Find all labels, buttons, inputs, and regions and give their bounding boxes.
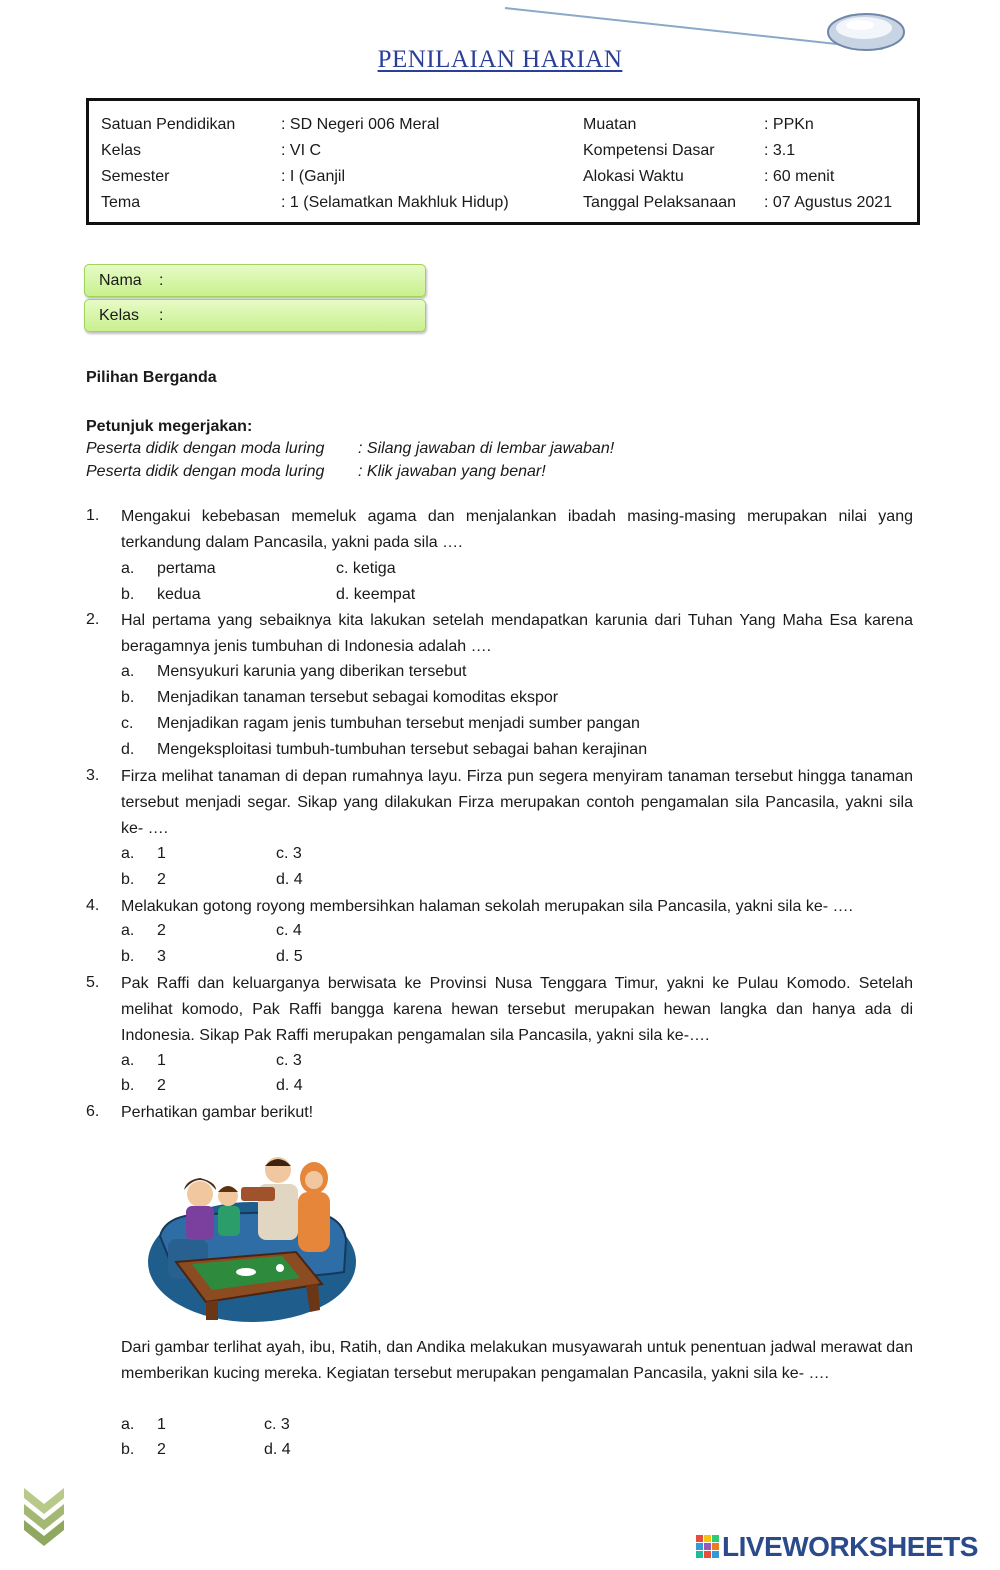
option-letter: c. xyxy=(121,715,134,732)
instruction-line xyxy=(86,440,615,458)
info-label: Satuan Pendidikan xyxy=(101,116,236,133)
option-a[interactable]: pertama xyxy=(157,560,216,577)
option-b[interactable]: Menjadikan tanaman tersebut sebagai komoditas ekspor xyxy=(157,689,559,706)
family-discussion-illustration xyxy=(146,1144,358,1324)
info-label: Tema xyxy=(101,194,141,211)
option-b[interactable]: 2 xyxy=(157,1077,166,1094)
option-letter: a. xyxy=(121,1416,135,1433)
option-a[interactable]: 1 xyxy=(157,1416,166,1433)
info-label: Kelas xyxy=(101,142,142,159)
question-text: Pak Raffi dan keluarganya berwisata ke Provinsi Nusa Tenggara Timur, yakni ke Pulau Komodo. Setelah melihat komodo, Pak Raffi bangga karena hewan tersebut merupakan hewan langka dan hanya ada di Indonesia. Sikap Pak Raffi merupakan pengamalan sila Pancasila, yakni sila ke-…. xyxy=(121,975,913,1044)
info-box xyxy=(86,98,920,225)
chevron-down-icon xyxy=(22,1486,66,1548)
class-colon: : xyxy=(159,307,164,324)
page-title: PENILAIAN HARIAN xyxy=(377,46,623,73)
liveworksheets-logo-icon xyxy=(696,1535,720,1559)
info-row xyxy=(89,190,917,216)
instructions-heading: Petunjuk megerjakan: xyxy=(86,418,253,435)
info-row xyxy=(89,138,917,164)
info-label: Tanggal Pelaksanaan xyxy=(583,194,737,211)
instruction-line xyxy=(86,463,546,481)
question-number: 1. xyxy=(86,507,100,524)
info-label: Kompetensi Dasar xyxy=(583,142,715,159)
instruction-left: Peserta didik dengan moda luring xyxy=(86,440,325,457)
info-value: : I (Ganjil xyxy=(281,168,346,185)
name-label: Nama xyxy=(99,272,142,289)
question-text: Firza melihat tanaman di depan rumahnya layu. Firza pun segera menyiram tanaman tersebut hingga tanaman tersebut menjadi segar. Sikap yang dilakukan Firza merupakan contoh pengamalan sila Pancasila, yakni sila ke- …. xyxy=(121,768,913,837)
option-letter: a. xyxy=(121,1052,135,1069)
option-letter: b. xyxy=(121,689,135,706)
option-c[interactable]: c. ketiga xyxy=(336,560,396,577)
option-b[interactable]: 3 xyxy=(157,948,166,965)
option-c[interactable]: c. 3 xyxy=(264,1416,290,1433)
option-a[interactable]: Mensyukuri karunia yang diberikan tersebut xyxy=(157,663,467,680)
option-c[interactable]: Menjadikan ragam jenis tumbuhan tersebut menjadi sumber pangan xyxy=(157,715,640,732)
info-value: : SD Negeri 006 Meral xyxy=(281,116,440,133)
instruction-right: : Silang jawaban di lembar jawaban! xyxy=(358,440,615,457)
option-b[interactable]: kedua xyxy=(157,586,201,603)
option-b[interactable]: 2 xyxy=(157,871,166,888)
instruction-left: Peserta didik dengan moda luring xyxy=(86,463,325,480)
option-letter: a. xyxy=(121,922,135,939)
brand-text: LIVEWORKSHEETS xyxy=(722,1531,978,1562)
question-number: 6. xyxy=(86,1103,100,1120)
option-a[interactable]: 1 xyxy=(157,1052,166,1069)
option-letter: b. xyxy=(121,586,135,603)
class-label: Kelas xyxy=(99,307,140,324)
info-label: Semester xyxy=(101,168,170,185)
option-d[interactable]: d. keempat xyxy=(336,586,416,603)
question-followup: Dari gambar terlihat ayah, ibu, Ratih, dan Andika melakukan musyawarah untuk penentuan jadwal merawat dan memberikan kucing mereka. Kegiatan tersebut merupakan pengamalan Pancasila, yakni sila ke- …. xyxy=(121,1339,913,1382)
option-d[interactable]: d. 4 xyxy=(276,871,303,888)
option-letter: b. xyxy=(121,871,135,888)
option-b[interactable]: 2 xyxy=(157,1441,166,1458)
question-text: Melakukan gotong royong membersihkan halaman sekolah merupakan sila Pancasila, yakni sila ke- …. xyxy=(121,898,853,915)
option-d[interactable]: Mengeksploitasi tumbuh-tumbuhan tersebut sebagai bahan kerajinan xyxy=(157,741,648,758)
info-value: : 3.1 xyxy=(764,142,796,159)
option-c[interactable]: c. 3 xyxy=(276,845,302,862)
option-d[interactable]: d. 5 xyxy=(276,948,303,965)
option-a[interactable]: 2 xyxy=(157,922,166,939)
question-text: Mengakui kebebasan memeluk agama dan menjalankan ibadah masing-masing merupakan nilai yang terkandung dalam Pancasila, yakni pada sila …. xyxy=(121,508,913,551)
instruction-right: : Klik jawaban yang benar! xyxy=(358,463,546,480)
info-value: : 07 Agustus 2021 xyxy=(764,194,893,211)
info-label: Muatan xyxy=(583,116,637,133)
name-field[interactable] xyxy=(84,264,426,297)
option-d[interactable]: d. 4 xyxy=(264,1441,291,1458)
option-letter: d. xyxy=(121,741,135,758)
info-row xyxy=(89,164,917,190)
question-number: 2. xyxy=(86,611,100,628)
info-label: Alokasi Waktu xyxy=(583,168,684,185)
option-d[interactable]: d. 4 xyxy=(276,1077,303,1094)
option-letter: b. xyxy=(121,948,135,965)
section-title: Pilihan Berganda xyxy=(86,369,217,386)
name-colon: : xyxy=(159,272,164,289)
question-text: Perhatikan gambar berikut! xyxy=(121,1104,314,1121)
info-value: : 1 (Selamatkan Makhluk Hidup) xyxy=(281,194,509,211)
question-text: Hal pertama yang sebaiknya kita lakukan setelah mendapatkan karunia dari Tuhan Yang Maha Esa karena beragamnya jenis tumbuhan di Indonesia adalah …. xyxy=(121,612,913,655)
option-a[interactable]: 1 xyxy=(157,845,166,862)
question-number: 4. xyxy=(86,897,100,914)
info-row xyxy=(89,112,917,138)
class-field[interactable] xyxy=(84,299,426,332)
option-letter: a. xyxy=(121,663,135,680)
option-letter: b. xyxy=(121,1441,135,1458)
option-letter: a. xyxy=(121,560,135,577)
question-number: 3. xyxy=(86,767,100,784)
option-c[interactable]: c. 4 xyxy=(276,922,302,939)
info-value: : VI C xyxy=(281,142,322,159)
info-value: : PPKn xyxy=(764,116,814,133)
option-letter: b. xyxy=(121,1077,135,1094)
option-c[interactable]: c. 3 xyxy=(276,1052,302,1069)
question-number: 5. xyxy=(86,974,100,991)
option-letter: a. xyxy=(121,845,135,862)
info-value: : 60 menit xyxy=(764,168,835,185)
